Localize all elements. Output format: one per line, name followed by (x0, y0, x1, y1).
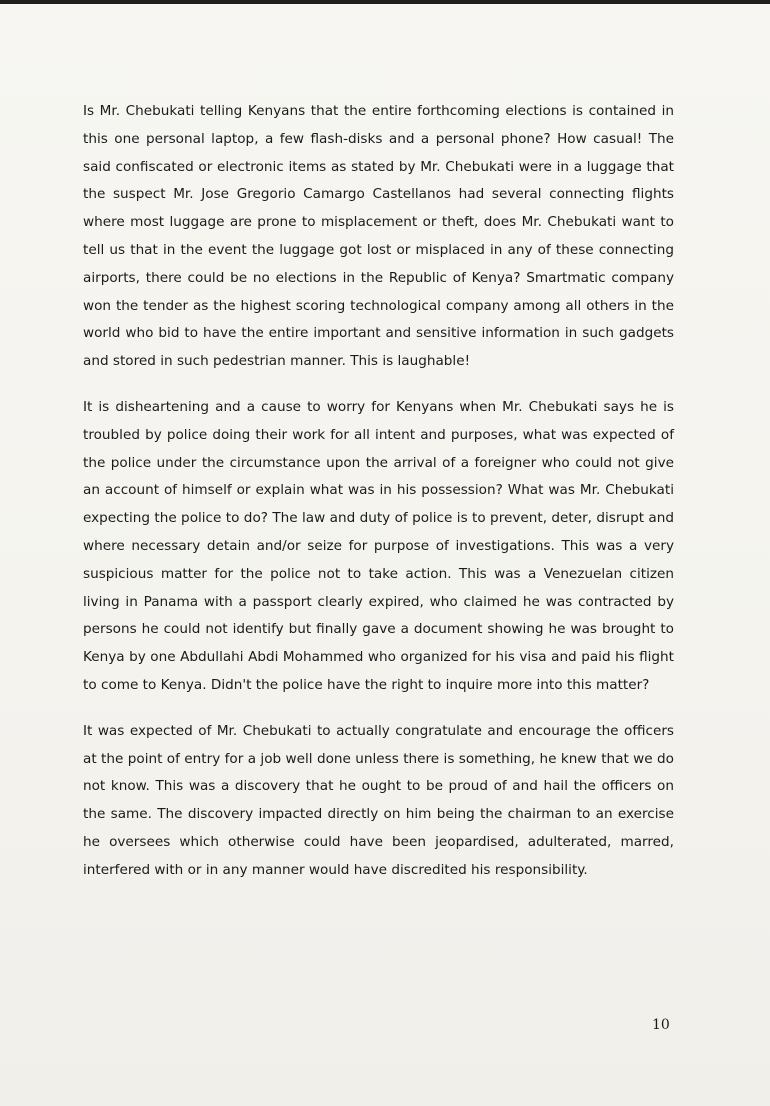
page-number: 10 (652, 1017, 670, 1033)
document-body (83, 98, 674, 903)
paragraph-3: It was expected of Mr. Chebukati to actually congratulate and encourage the officers at the point of entry for a job well done unless there is something, he knew that we do not know. This was a discovery that he ought to be proud of and hail the officers on the same. The discovery impacted directly on him being the chairman to an exercise he oversees which otherwise could have been jeopardised, adulterated, marred, interfered with or in any manner would have discredited his responsibility. (83, 722, 674, 878)
paragraph-2: It is disheartening and a cause to worry for Kenyans when Mr. Chebukati says he is troubled by police doing their work for all intent and purposes, what was expected of the police under the circumstance upon the arrival of a foreigner who could not give an account of himself or explain what was in his possession? What was Mr. Chebukati expecting the police to do? The law and duty of police is to prevent, deter, disrupt and where necessary detain and/or seize for purpose of investigations. This was a very suspicious matter for the police not to take action. This was a Venezuelan citizen living in Panama with a passport clearly expired, who claimed he was contracted by persons he could not identify but finally gave a document showing he was brought to Kenya by one Abdullahi Abdi Mohammed who organized for his visa and paid his flight to come to Kenya. Didn't the police have the right to inquire more into this matter? (83, 398, 674, 693)
paragraph-1: Is Mr. Chebukati telling Kenyans that the entire forthcoming elections is contained in this one personal laptop, a few flash-disks and a personal phone? How casual! The said confiscated or electronic items as stated by Mr. Chebukati were in a luggage that the suspect Mr. Jose Gregorio Camargo Castellanos had several connecting flights where most luggage are prone to misplacement or theft, does Mr. Chebukati want to tell us that in the event the luggage got lost or misplaced in any of these connecting airports, there could be no elections in the Republic of Kenya? Smartmatic company won the tender as the highest scoring technological company among all others in the world who bid to have the entire important and sensitive information in such gadgets and stored in such pedestrian manner. This is laughable! (83, 103, 674, 370)
document-page (0, 4, 770, 1106)
